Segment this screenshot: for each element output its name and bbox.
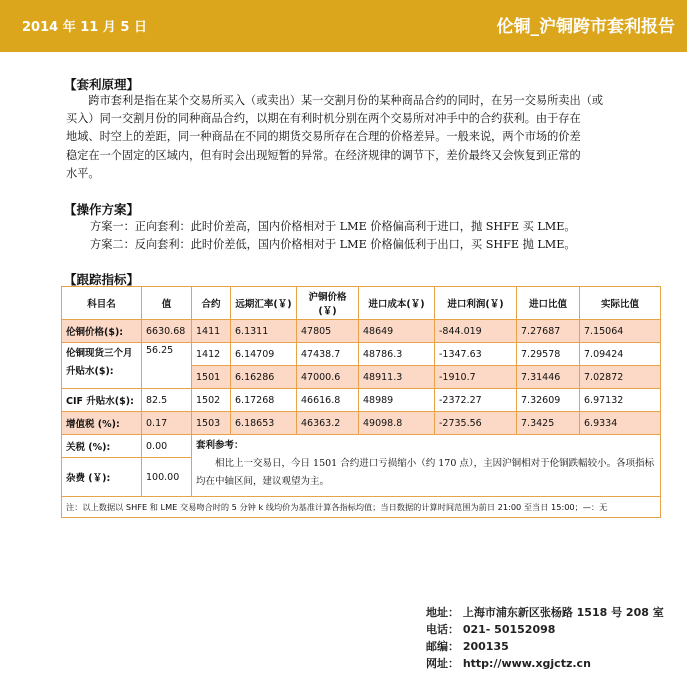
table-cell: -1910.7 — [435, 366, 517, 389]
table-row — [62, 412, 661, 435]
table-cell: 7.3425 — [517, 412, 580, 435]
reference-note — [192, 435, 661, 497]
table-cell: -844.019 — [435, 320, 517, 343]
operation-plan-1: 方案一：正向套利：此时价差高，国内价格相对于 LME 价格偏高利于进口，抛 SHFE 买 LME。 — [90, 220, 576, 233]
table-cell: 1501 — [192, 366, 231, 389]
table-cell: 49098.8 — [359, 412, 435, 435]
contact-postcode: 邮编： 200135 — [426, 640, 509, 653]
table-cell: 48649 — [359, 320, 435, 343]
table-cell: 7.09424 — [580, 343, 661, 366]
table-cell: 6.1311 — [231, 320, 297, 343]
tracking-title: 【跟踪指标】 — [64, 272, 140, 287]
column-header: 进口成本(￥) — [359, 287, 435, 320]
table-row — [62, 389, 661, 412]
column-header: 科目名 — [62, 287, 142, 320]
table-cell: 7.27687 — [517, 320, 580, 343]
table-cell: 48989 — [359, 389, 435, 412]
table-cell: 56.25 — [142, 343, 192, 389]
principle-line: 地域、时空上的差距，同一种商品在不同的期货交易所存在合理的价格差异。一般来说，两个市场的价差 — [66, 130, 581, 144]
table-cell: 48786.3 — [359, 343, 435, 366]
contact-phone: 电话： 021- 50152098 — [426, 623, 556, 636]
column-header: 进口比值 — [517, 287, 580, 320]
table-cell: 7.02872 — [580, 366, 661, 389]
operation-title: 【操作方案】 — [64, 202, 140, 217]
column-header: 实际比值 — [580, 287, 661, 320]
table-cell: 1502 — [192, 389, 231, 412]
table-cell: -2735.56 — [435, 412, 517, 435]
table-cell: 47805 — [297, 320, 359, 343]
principle-line: 跨市套利是指在某个交易所买入（或卖出）某一交割月份的某种商品合约的同时，在另一交易所卖出（或 — [66, 94, 604, 107]
principle-line: 买入）同一交割月份的同种商品合约，以期在有利时机分别在两个交易所对冲手中的合约获利。由于存在 — [66, 112, 581, 126]
table-row — [62, 435, 661, 458]
table-cell: -1347.63 — [435, 343, 517, 366]
report-title: 伦铜_沪铜跨市套利报告 — [496, 17, 675, 37]
table-cell: 47438.7 — [297, 343, 359, 366]
table-header-row — [62, 287, 661, 320]
principle-title: 【套利原理】 — [64, 77, 140, 92]
operation-plan-2: 方案二：反向套利：此时价差低，国内价格相对于 LME 价格偏低利于出口，买 SHFE 抛 LME。 — [90, 238, 576, 251]
reference-text: 相比上一交易日，今日 1501 合约进口亏损缩小（约 170 点），主因沪铜相对于伦铜跌幅较小。各项指标均在中轴区间，建议观望为主。 — [196, 458, 655, 487]
table-cell: 1412 — [192, 343, 231, 366]
report-header — [0, 0, 687, 52]
principle-line: 稳定在一个固定的区域内，但有时会出现短暂的异常。在经济规律的调节下，差价最终又会恢复到正常的 — [66, 148, 581, 162]
table-cell: 47000.6 — [297, 366, 359, 389]
table-footnote-row — [62, 497, 661, 518]
table-cell: 82.5 — [142, 389, 192, 412]
row-label: 杂费 (￥): — [62, 458, 142, 497]
table-cell: 6.97132 — [580, 389, 661, 412]
table-cell: 7.29578 — [517, 343, 580, 366]
table-cell: 6.17268 — [231, 389, 297, 412]
table-cell: 6.9334 — [580, 412, 661, 435]
contact-address: 地址： 上海市浦东新区张杨路 1518 号 208 室 — [426, 606, 664, 619]
principle-text — [66, 92, 646, 183]
table-cell: -2372.27 — [435, 389, 517, 412]
table-row — [62, 320, 661, 343]
table-cell: 48911.3 — [359, 366, 435, 389]
footnote: 注：以上数据以 SHFE 和 LME 交易吻合时的 5 分钟 k 线均价为基准计算各指标均值；当日数据的计算时间范围为前日 21:00 至当日 15:00；—：无 — [62, 497, 661, 518]
table-cell: 6.18653 — [231, 412, 297, 435]
row-label: 增值税 (%): — [62, 412, 142, 435]
contact-website: 网址： http://www.xgjctz.cn — [426, 657, 591, 670]
row-label: 伦铜价格($): — [62, 320, 142, 343]
column-header: 远期汇率(￥) — [231, 287, 297, 320]
table-cell: 7.32609 — [517, 389, 580, 412]
row-label: 关税 (%): — [62, 435, 142, 458]
report-date: 2014 年 11 月 5 日 — [22, 20, 147, 35]
tracking-table — [61, 286, 661, 518]
table-cell: 46616.8 — [297, 389, 359, 412]
table-cell: 6630.68 — [142, 320, 192, 343]
table-row — [62, 343, 661, 366]
table-cell: 1503 — [192, 412, 231, 435]
table-cell: 0.00 — [142, 435, 192, 458]
table-cell: 46363.2 — [297, 412, 359, 435]
table-cell: 6.16286 — [231, 366, 297, 389]
row-label: CIF 升贴水($): — [62, 389, 142, 412]
reference-title: 套利参考： — [196, 440, 244, 451]
column-header: 合约 — [192, 287, 231, 320]
table-cell: 0.17 — [142, 412, 192, 435]
table-cell: 100.00 — [142, 458, 192, 497]
column-header: 进口利润(￥) — [435, 287, 517, 320]
table-cell: 7.15064 — [580, 320, 661, 343]
column-header: 沪铜价格(￥) — [297, 287, 359, 320]
table-cell: 7.31446 — [517, 366, 580, 389]
principle-line: 水平。 — [66, 166, 100, 180]
row-label: 伦铜现货三个月升贴水($): — [62, 343, 142, 389]
table-cell: 6.14709 — [231, 343, 297, 366]
table-cell: 1411 — [192, 320, 231, 343]
column-header: 值 — [142, 287, 192, 320]
